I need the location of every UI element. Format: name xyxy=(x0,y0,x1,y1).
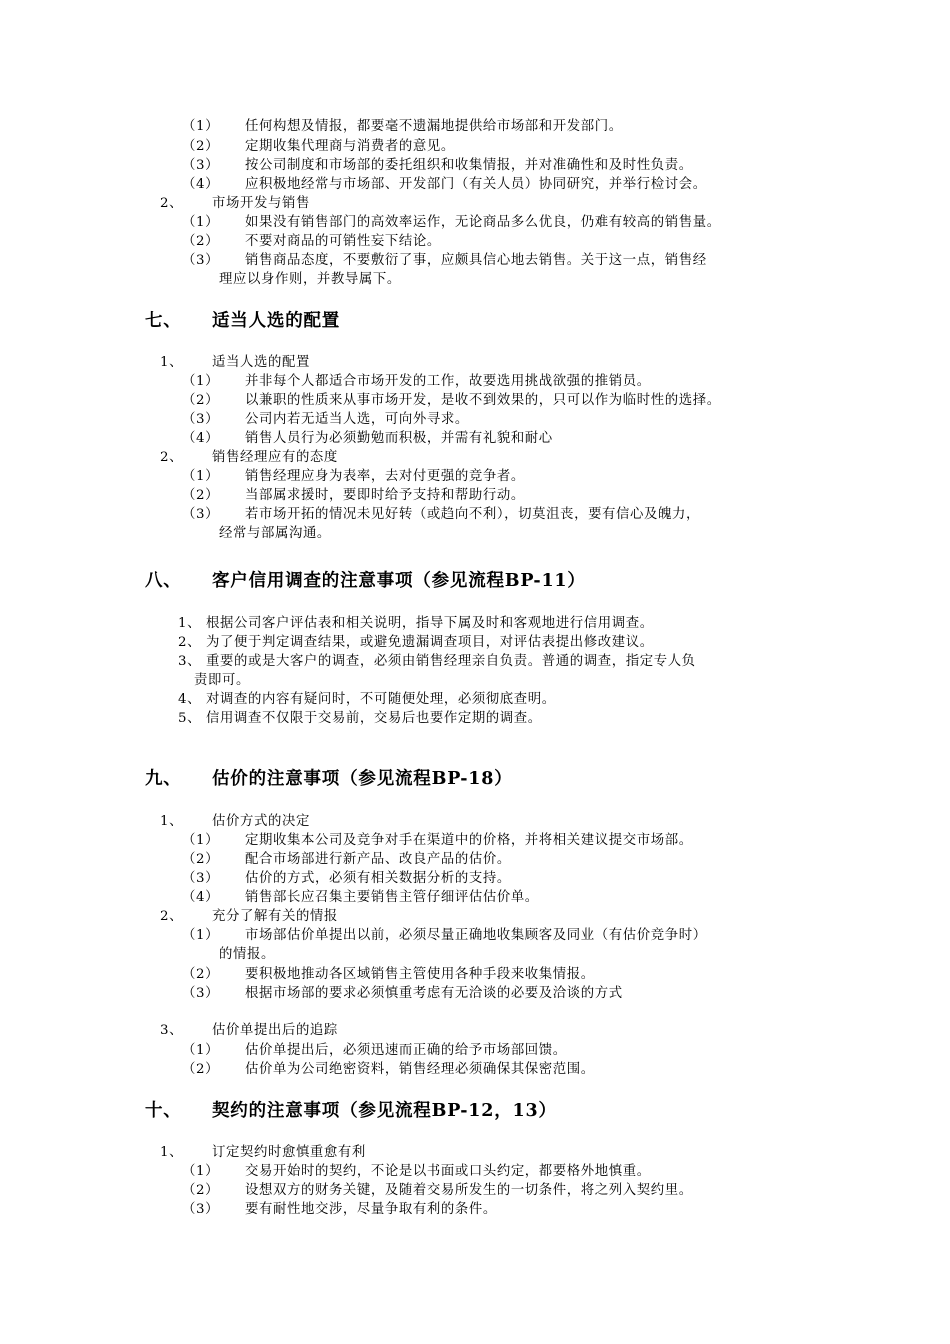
item-number: （3） xyxy=(182,412,220,427)
item-number: （2） xyxy=(182,1062,220,1077)
item-text: 市场部估价单提出以前，必须尽量正确地收集顾客及同业（有估价竞争时） xyxy=(245,928,707,943)
item-number: （1） xyxy=(182,833,220,848)
item-number: 1、 xyxy=(160,355,184,370)
item-number: （3） xyxy=(182,253,220,268)
item-text: 销售经理应身为表率，去对付更强的竞争者。 xyxy=(245,469,525,484)
item-number: 5、 xyxy=(178,711,202,726)
item-number: （1） xyxy=(182,215,220,230)
item-number: （3） xyxy=(182,158,220,173)
item-text: 应积极地经常与市场部、开发部门（有关人员）协同研究，并举行检讨会。 xyxy=(245,177,707,192)
item-text: 对调查的内容有疑问时，不可随便处理，必须彻底查明。 xyxy=(206,692,556,707)
item-text: 根据市场部的要求必须慎重考虑有无洽谈的必要及洽谈的方式 xyxy=(245,986,623,1001)
item-number: （3） xyxy=(182,507,220,522)
item-number: （1） xyxy=(182,1164,220,1179)
heading-text: 客户信用调查的注意事项（参见流程BP-11） xyxy=(212,571,586,591)
item-text: 以兼职的性质来从事市场开发，是收不到效果的，只可以作为临时性的选择。 xyxy=(245,393,721,408)
item-number: 七、 xyxy=(145,311,182,331)
item-number: （2） xyxy=(182,393,220,408)
item-number: （2） xyxy=(182,488,220,503)
item-text: 估价单提出后，必须迅速而正确的给予市场部回馈。 xyxy=(245,1043,567,1058)
item-number: 1、 xyxy=(178,616,202,631)
item-number: 十、 xyxy=(145,1101,182,1121)
item-text: 为了便于判定调查结果，或避免遗漏调查项目，对评估表提出修改建议。 xyxy=(206,635,654,650)
item-text: 配合市场部进行新产品、改良产品的估价。 xyxy=(245,852,511,867)
item-text: 适当人选的配置 xyxy=(212,355,310,370)
item-number: 4、 xyxy=(178,692,202,707)
item-text: 的情报。 xyxy=(219,947,275,962)
item-text: 要积极地推动各区域销售主管使用各种手段来收集情报。 xyxy=(245,967,595,982)
item-text: 销售部长应召集主要销售主管仔细评估估价单。 xyxy=(245,890,539,905)
item-number: （1） xyxy=(182,119,220,134)
item-text: 估价单提出后的追踪 xyxy=(212,1023,338,1038)
item-text: 信用调查不仅限于交易前，交易后也要作定期的调查。 xyxy=(206,711,542,726)
item-text: 充分了解有关的情报 xyxy=(212,909,338,924)
item-text: 重要的或是大客户的调查，必须由销售经理亲自负责。普通的调查，指定专人负 xyxy=(206,654,696,669)
item-text: 任何构想及情报，都要毫不遗漏地提供给市场部和开发部门。 xyxy=(245,119,623,134)
item-number: 八、 xyxy=(145,571,182,591)
item-number: 九、 xyxy=(145,769,182,789)
heading-text: 适当人选的配置 xyxy=(212,311,341,331)
item-text: 当部属求援时，要即时给予支持和帮助行动。 xyxy=(245,488,525,503)
item-text: 并非每个人都适合市场开发的工作，故要选用挑战欲强的推销员。 xyxy=(245,374,651,389)
item-text: 销售经理应有的态度 xyxy=(212,450,338,465)
item-number: （2） xyxy=(182,852,220,867)
item-text: 责即可。 xyxy=(194,673,250,688)
item-number: 1、 xyxy=(160,1145,184,1160)
item-number: （1） xyxy=(182,374,220,389)
item-text: 订定契约时愈慎重愈有利 xyxy=(212,1145,366,1160)
item-text: 估价单为公司绝密资料，销售经理必须确保其保密范围。 xyxy=(245,1062,595,1077)
item-text: 如果没有销售部门的高效率运作，无论商品多么优良，仍难有较高的销售量。 xyxy=(245,215,721,230)
item-number: （4） xyxy=(182,431,220,446)
item-number: 3、 xyxy=(178,654,202,669)
item-number: （3） xyxy=(182,871,220,886)
item-text: 经常与部属沟通。 xyxy=(219,526,331,541)
item-number: （4） xyxy=(182,177,220,192)
item-text: 要有耐性地交涉，尽量争取有利的条件。 xyxy=(245,1202,497,1217)
item-number: 1、 xyxy=(160,814,184,829)
heading-text: 估价的注意事项（参见流程BP-18） xyxy=(212,769,513,789)
item-text: 根据公司客户评估表和相关说明，指导下属及时和客观地进行信用调查。 xyxy=(206,616,654,631)
item-text: 按公司制度和市场部的委托组织和收集情报，并对准确性和及时性负责。 xyxy=(245,158,693,173)
item-number: 2、 xyxy=(160,909,184,924)
item-number: 2、 xyxy=(160,196,184,211)
item-number: （2） xyxy=(182,967,220,982)
item-number: （2） xyxy=(182,139,220,154)
item-number: （3） xyxy=(182,1202,220,1217)
item-number: （1） xyxy=(182,1043,220,1058)
item-number: （1） xyxy=(182,469,220,484)
item-number: 2、 xyxy=(178,635,202,650)
item-text: 估价方式的决定 xyxy=(212,814,310,829)
item-text: 若市场开拓的情况未见好转（或趋向不利），切莫沮丧，要有信心及魄力， xyxy=(245,507,700,522)
item-number: 3、 xyxy=(160,1023,184,1038)
item-text: 不要对商品的可销性妄下结论。 xyxy=(245,234,441,249)
item-number: （2） xyxy=(182,1183,220,1198)
item-text: 销售人员行为必须勤勉而积极，并需有礼貌和耐心 xyxy=(245,431,553,446)
item-text: 交易开始时的契约，不论是以书面或口头约定，都要格外地慎重。 xyxy=(245,1164,651,1179)
item-text: 估价的方式，必须有相关数据分析的支持。 xyxy=(245,871,511,886)
item-number: （2） xyxy=(182,234,220,249)
item-text: 定期收集代理商与消费者的意见。 xyxy=(245,139,455,154)
item-text: 公司内若无适当人选，可向外寻求。 xyxy=(245,412,469,427)
item-number: 2、 xyxy=(160,450,184,465)
item-text: 理应以身作则，并教导属下。 xyxy=(219,272,401,287)
item-number: （1） xyxy=(182,928,220,943)
item-text: 销售商品态度，不要敷衍了事，应颇具信心地去销售。关于这一点，销售经 xyxy=(245,253,707,268)
item-number: （3） xyxy=(182,986,220,1001)
item-number: （4） xyxy=(182,890,220,905)
heading-text: 契约的注意事项（参见流程BP-12，13） xyxy=(212,1101,557,1121)
item-text: 设想双方的财务关键，及随着交易所发生的一切条件，将之列入契约里。 xyxy=(245,1183,693,1198)
item-text: 市场开发与销售 xyxy=(212,196,310,211)
item-text: 定期收集本公司及竞争对手在渠道中的价格，并将相关建议提交市场部。 xyxy=(245,833,693,848)
